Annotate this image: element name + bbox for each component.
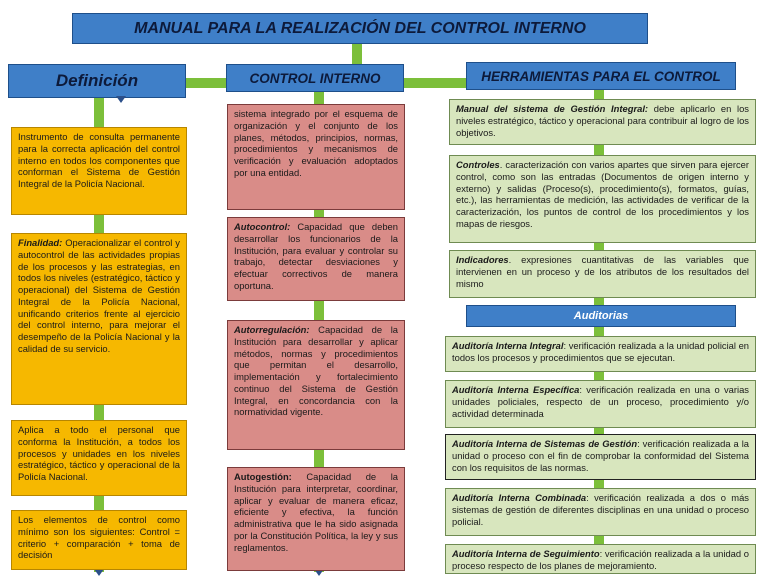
definicion-control-text: sistema integrado por el esquema de organización y el conjunto de los planes, métodos, principios, normas, procedimientos y mecanismos de verificación y evaluación adoptados por una entidad. [234,108,398,178]
arrow-bottom-left [94,569,104,576]
auditoria-especifica-box [445,380,756,428]
autogestion-text: Capacidad de la Institución para interpretar, coordinar, aplicar y evaluar de manera eficaz, eficiente y efectiva, la función administrativa que le ha sido asignada por la Constitución Política, la ley y sus reglamentos. [234,471,398,553]
autocontrol-text: Capacidad que deben desarrollar los funcionarios de la Institución, para evaluar y controlar su trabajo, detectar desviaciones y efectuar correctivos de manera oportuna. [234,221,398,291]
manual-text: debe aplicarlo en los niveles estratégico, táctico y operacional para contribuir al logro de los objetivos. [456,103,749,138]
aplica-text: Aplica a todo el personal que conforma la Institución, a todos los procesos y unidades en los niveles estratégico, táctico y operacional de la Policía Nacional. [18,424,180,482]
header-definicion [8,64,186,98]
auditoria-integral-text: : verificación realizada a la unidad policial en todos los procesos y procedimientos que se ejecutan. [452,340,750,363]
auditoria-integral-lead: Auditoría Interna Integral [452,340,564,351]
auditoria-sistemas-box [445,434,756,480]
definicion-text: Instrumento de consulta permanente para la correcta aplicación del control interno en todos los componentes que conforman el Sistema de Gestión Integral de la Policía Nacional. [18,131,180,189]
finalidad-lead: Finalidad: [18,237,63,248]
header-herramientas-text: HERRAMIENTAS PARA EL CONTROL [481,68,721,84]
autocontrol-box [227,217,405,301]
indicadores-text: . expresiones cuantitativas de las variables que intervienen en un proceso y de los atributos de los resultados del mismo [456,254,749,289]
elementos-box [11,510,187,570]
connector-title-down [352,44,362,64]
autocontrol-lead: Autocontrol: [234,221,291,232]
aplica-box [11,420,187,496]
finalidad-text: Operacionalizar el control y autocontrol de las actividades propias de los procesos y las estrategias, en todos los niveles (estratégico, táctico y operacional) del Sistema de Gestión Integral de la Policía Nacional, unificando criterios frente al ejercicio del control interno, para mejorar el desempeño de la Policía Nacional y la calidad de su servicio. [18,237,180,354]
autorregulacion-text: Capacidad de la Institución para desarrollar y aplicar métodos, normas y procedimientos que permitan el desarrollo, implementación y fortalecimiento continuo del Sistema de Gestión Integral, en concordancia con la normatividad vigente. [234,324,398,418]
finalidad-box [11,233,187,405]
controles-lead: Controles [456,159,500,170]
manual-box [449,99,756,145]
elementos-text: Los elementos de control como mínimo son los siguientes: Control = criterio + comparación + toma de decisión [18,514,180,561]
auditoria-seguimiento-box [445,544,756,574]
auditoria-seguimiento-text: : verificación realizada a la unidad o proceso respecto de los planes de mejoramiento. [452,548,749,571]
main-title-text: MANUAL PARA LA REALIZACIÓN DEL CONTROL INTERNO [134,19,586,37]
indicadores-box [449,250,756,298]
auditoria-especifica-text: : verificación realizada en una o varias unidades policiales, respecto de un proceso, procedimiento y/o actividad determinada [452,384,749,419]
indicadores-lead: Indicadores [456,254,509,265]
header-auditorias [466,305,736,327]
auditoria-sistemas-lead: Auditoría Interna de Sistemas de Gestión [452,438,638,449]
definicion-control-box [227,104,405,210]
autogestion-box [227,467,405,571]
autogestion-lead: Autogestión: [234,471,292,482]
header-control-interno [226,64,404,92]
header-auditorias-text: Auditorias [573,310,629,322]
auditoria-sistemas-text: : verificación realizada a la unidad o proceso con el fin de comprobar la conformidad del Sistema con los requisitos de las normas. [452,438,749,473]
auditoria-combinada-box [445,488,756,536]
definicion-box [11,127,187,215]
header-definicion-text: Definición [55,71,139,90]
arrow-definicion [116,96,126,103]
header-herramientas [466,62,736,90]
autorregulacion-box [227,320,405,450]
auditoria-combinada-text: : verificación realizada a dos o más sistemas de gestión de diferentes disciplinas en una unidad o proceso policial. [452,492,749,527]
auditoria-integral-box [445,336,756,372]
auditoria-especifica-lead: Auditoría Interna Específica [452,384,580,395]
auditoria-combinada-lead: Auditoría Interna Combinada [452,492,587,503]
main-title [72,13,648,44]
auditoria-seguimiento-lead: Auditoría Interna de Seguimiento [452,548,600,559]
controles-box [449,155,756,243]
controles-text: . caracterización con varios apartes que sirven para ejercer control, como son las entradas (Documentos de origen interno y externo) y salidas (Proceso(s), procedimiento(s), formatos, guías, etc.), las herramientas de medición, las actividades de verificar de la caracterización, los puntos de control de los procedimientos y los mapas de riesgos. [456,159,749,229]
header-control-text: CONTROL INTERNO [249,70,381,86]
manual-lead: Manual del sistema de Gestión Integral: [456,103,649,114]
autorregulacion-lead: Autorregulación: [234,324,310,335]
